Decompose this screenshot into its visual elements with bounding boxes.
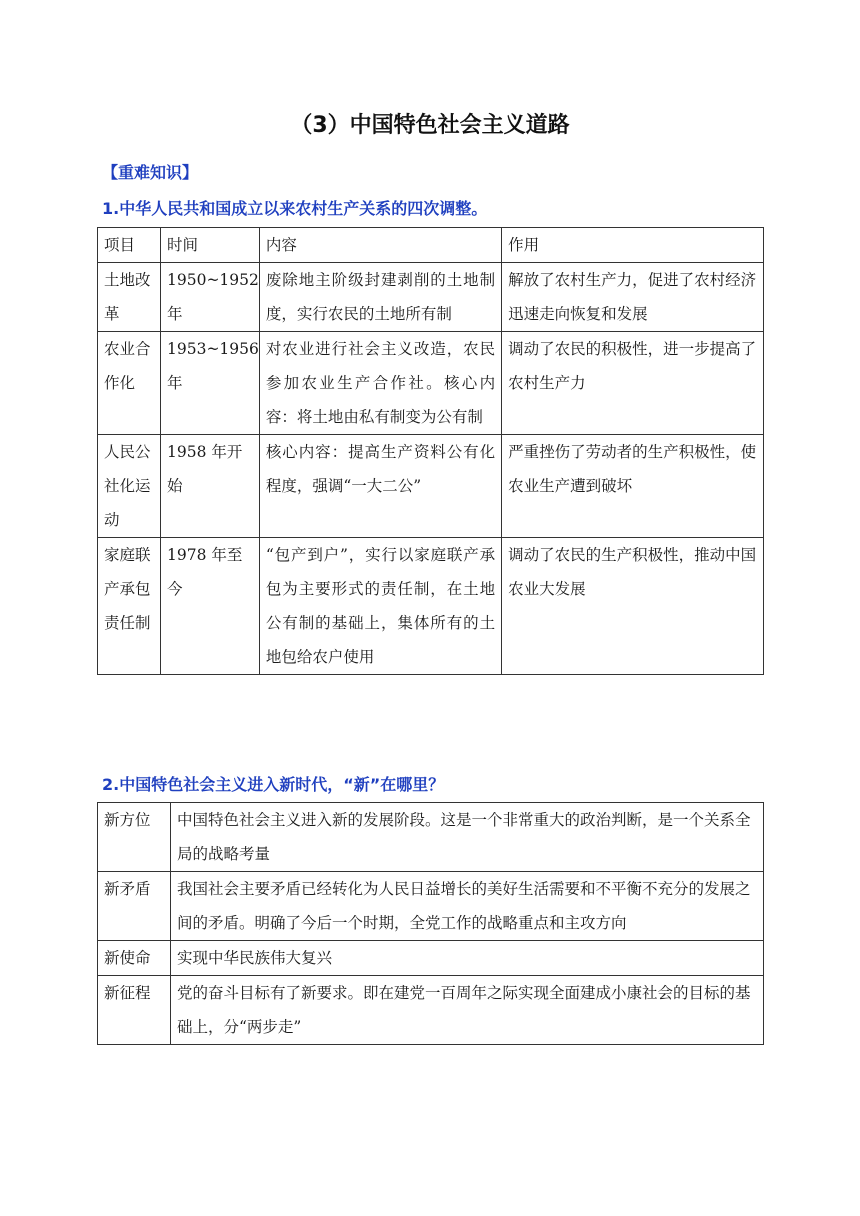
cell-key: 新征程 [98,976,171,1045]
cell-value: 我国社会主要矛盾已经转化为人民日益增长的美好生活需要和不平衡不充分的发展之间的矛盾。明确了今后一个时期，全党工作的战略重点和主攻方向 [171,872,764,941]
new-era-table [97,802,764,1045]
cell-key: 新矛盾 [98,872,171,941]
cell-content: “包产到户”，实行以家庭联产承包为主要形式的责任制，在土地公有制的基础上，集体所有的土地包给农户使用 [259,538,501,675]
cell-content: 废除地主阶级封建剥削的土地制度，实行农民的土地所有制 [259,263,501,332]
table-row [98,435,764,538]
page-title: （3）中国特色社会主义道路 [290,113,570,138]
table-row [98,976,764,1045]
cell-value: 实现中华民族伟大复兴 [171,941,764,976]
table-row [98,941,764,976]
cell-key: 新方位 [98,803,171,872]
section-label: 【重难知识】 [102,163,199,182]
rural-reform-table [97,227,764,675]
table-row [98,872,764,941]
cell-time: 1958 年开始 [161,435,260,538]
header-time: 时间 [161,228,260,263]
table-row [98,263,764,332]
table-row [98,538,764,675]
header-effect: 作用 [502,228,764,263]
header-content: 内容 [259,228,501,263]
table-header-row [98,228,764,263]
cell-effect: 调动了农民的积极性，进一步提高了农村生产力 [502,332,764,435]
cell-item: 农业合作化 [98,332,161,435]
cell-value: 中国特色社会主义进入新的发展阶段。这是一个非常重大的政治判断，是一个关系全局的战略考量 [171,803,764,872]
cell-time: 1953~1956年 [161,332,260,435]
table-row [98,803,764,872]
cell-key: 新使命 [98,941,171,976]
cell-time: 1950~1952年 [161,263,260,332]
cell-effect: 严重挫伤了劳动者的生产积极性，使农业生产遭到破坏 [502,435,764,538]
cell-item: 家庭联产承包责任制 [98,538,161,675]
cell-item: 土地改革 [98,263,161,332]
heading-2: 2.中国特色社会主义进入新时代，“新”在哪里？ [102,775,445,794]
cell-item: 人民公社化运动 [98,435,161,538]
header-item: 项目 [98,228,161,263]
cell-content: 核心内容：提高生产资料公有化程度，强调“一大二公” [259,435,501,538]
cell-time: 1978 年至今 [161,538,260,675]
heading-1: 1.中华人民共和国成立以来农村生产关系的四次调整。 [102,199,488,218]
cell-effect: 调动了农民的生产积极性，推动中国农业大发展 [502,538,764,675]
cell-effect: 解放了农村生产力，促进了农村经济迅速走向恢复和发展 [502,263,764,332]
cell-value: 党的奋斗目标有了新要求。即在建党一百周年之际实现全面建成小康社会的目标的基础上，分“两步走” [171,976,764,1045]
cell-content: 对农业进行社会主义改造，农民参加农业生产合作社。核心内容：将土地由私有制变为公有制 [259,332,501,435]
table-row [98,332,764,435]
